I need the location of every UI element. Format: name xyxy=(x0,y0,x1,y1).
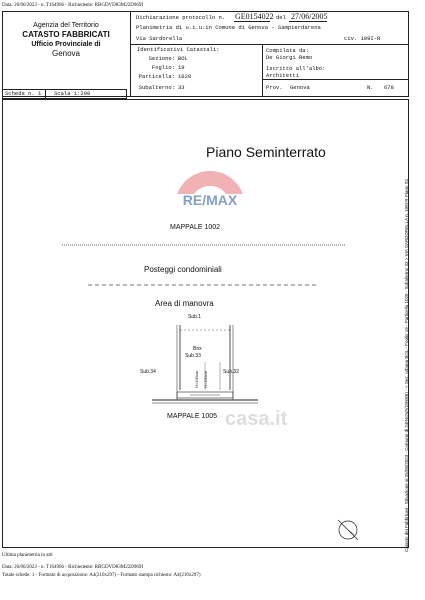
foglio-value: 19 xyxy=(178,64,185,71)
protocol-number: GE0154022 xyxy=(235,12,274,21)
subalterno-label: Subalterno: xyxy=(138,84,175,91)
particella-value: 1020 xyxy=(178,73,192,80)
side-note: Catasto dei Fabbricati - Situazione al 26/06/2023 - Comune di GENOVA(D969B) - < Sez. urbana BOL - Foglio 19 - Particella 1020 - Subalterno 33 > VIA SARDORELLA n. 109I-R Piano S1 xyxy=(404,178,409,552)
scheda-label: Scheda n. 1 xyxy=(5,90,42,97)
planimetria-line: Planimetria di u.i.u.in Comune di Genova - Sampierdarena xyxy=(136,24,321,31)
foglio-label: Foglio: xyxy=(151,64,175,71)
casa-watermark: casa.it xyxy=(225,408,288,430)
area-manovra-label: Area di manovra xyxy=(155,299,214,308)
del-label: del xyxy=(276,14,286,21)
box-label: Box xyxy=(193,346,202,352)
sub32-label: Sub.32 xyxy=(223,369,239,375)
sub1-label: Sub.1 xyxy=(188,314,202,320)
n-label: N. xyxy=(367,84,374,91)
subalterno-value: 33 xyxy=(178,84,185,91)
footer-line2: Totale schede: 1 - Formato di acquisizione: A4(210x297) - Formato stampa richiesto: A4(210x297) xyxy=(2,573,201,578)
agency-city: Genova xyxy=(51,49,81,58)
posteggi-label: Posteggi condominiali xyxy=(144,265,222,274)
civic: civ. 109I-R xyxy=(344,35,381,42)
agency-office: Ufficio Provinciale di xyxy=(31,41,101,48)
prov-value: Genova xyxy=(290,84,310,91)
sezione-value: BOL xyxy=(178,55,188,62)
prov-label: Prov. xyxy=(266,84,283,91)
height-label-1: H=330cm xyxy=(194,370,199,388)
n-value: 678 xyxy=(384,84,394,91)
particella-label: Particella: xyxy=(138,73,175,80)
top-stamp: Data: 26/06/2023 - n. T164966 - Richiedente: RBGDVD83M22D969I xyxy=(2,3,144,8)
protocol-date: 27/06/2005 xyxy=(291,12,328,21)
plan-title: Piano Seminterrato xyxy=(206,144,326,160)
scala-label: Scala 1:200 xyxy=(54,90,91,97)
compilata-label: Compilata da: xyxy=(266,47,309,54)
iscritto-value: Architetti xyxy=(266,72,300,79)
footer-line1: Data: 26/06/2023 - n. T164966 - Richiedente: RBGDVD83M22D969I xyxy=(2,565,144,570)
sub33-label: Sub.33 xyxy=(185,353,201,359)
compilata-value: De Giorgi Remo xyxy=(266,54,313,61)
mappale-bottom: MAPPALE 1005 xyxy=(167,413,218,420)
agency-catasto: CATASTO FABBRICATI xyxy=(22,30,110,39)
iscritto-label: Iscritto all'albo: xyxy=(266,65,326,72)
north-arrow-icon xyxy=(338,520,358,540)
sezione-label: Sezione: xyxy=(148,55,175,62)
dichiarazione-label: Dichiarazione protocollo n. xyxy=(136,14,226,21)
mappale-top: MAPPALE 1002 xyxy=(170,224,221,231)
footer-ultima: Ultima planimetria in atti xyxy=(2,553,53,558)
remax-text: RE/MAX xyxy=(182,192,238,208)
height-label-2: H=340cm xyxy=(203,370,208,388)
identificativi-label: Identificativi Catastali: xyxy=(137,46,220,53)
street: Via Sardorella xyxy=(136,35,183,42)
sub34-label: Sub.34 xyxy=(140,369,156,375)
agency-name: Agenzia del Territorio xyxy=(33,22,99,29)
